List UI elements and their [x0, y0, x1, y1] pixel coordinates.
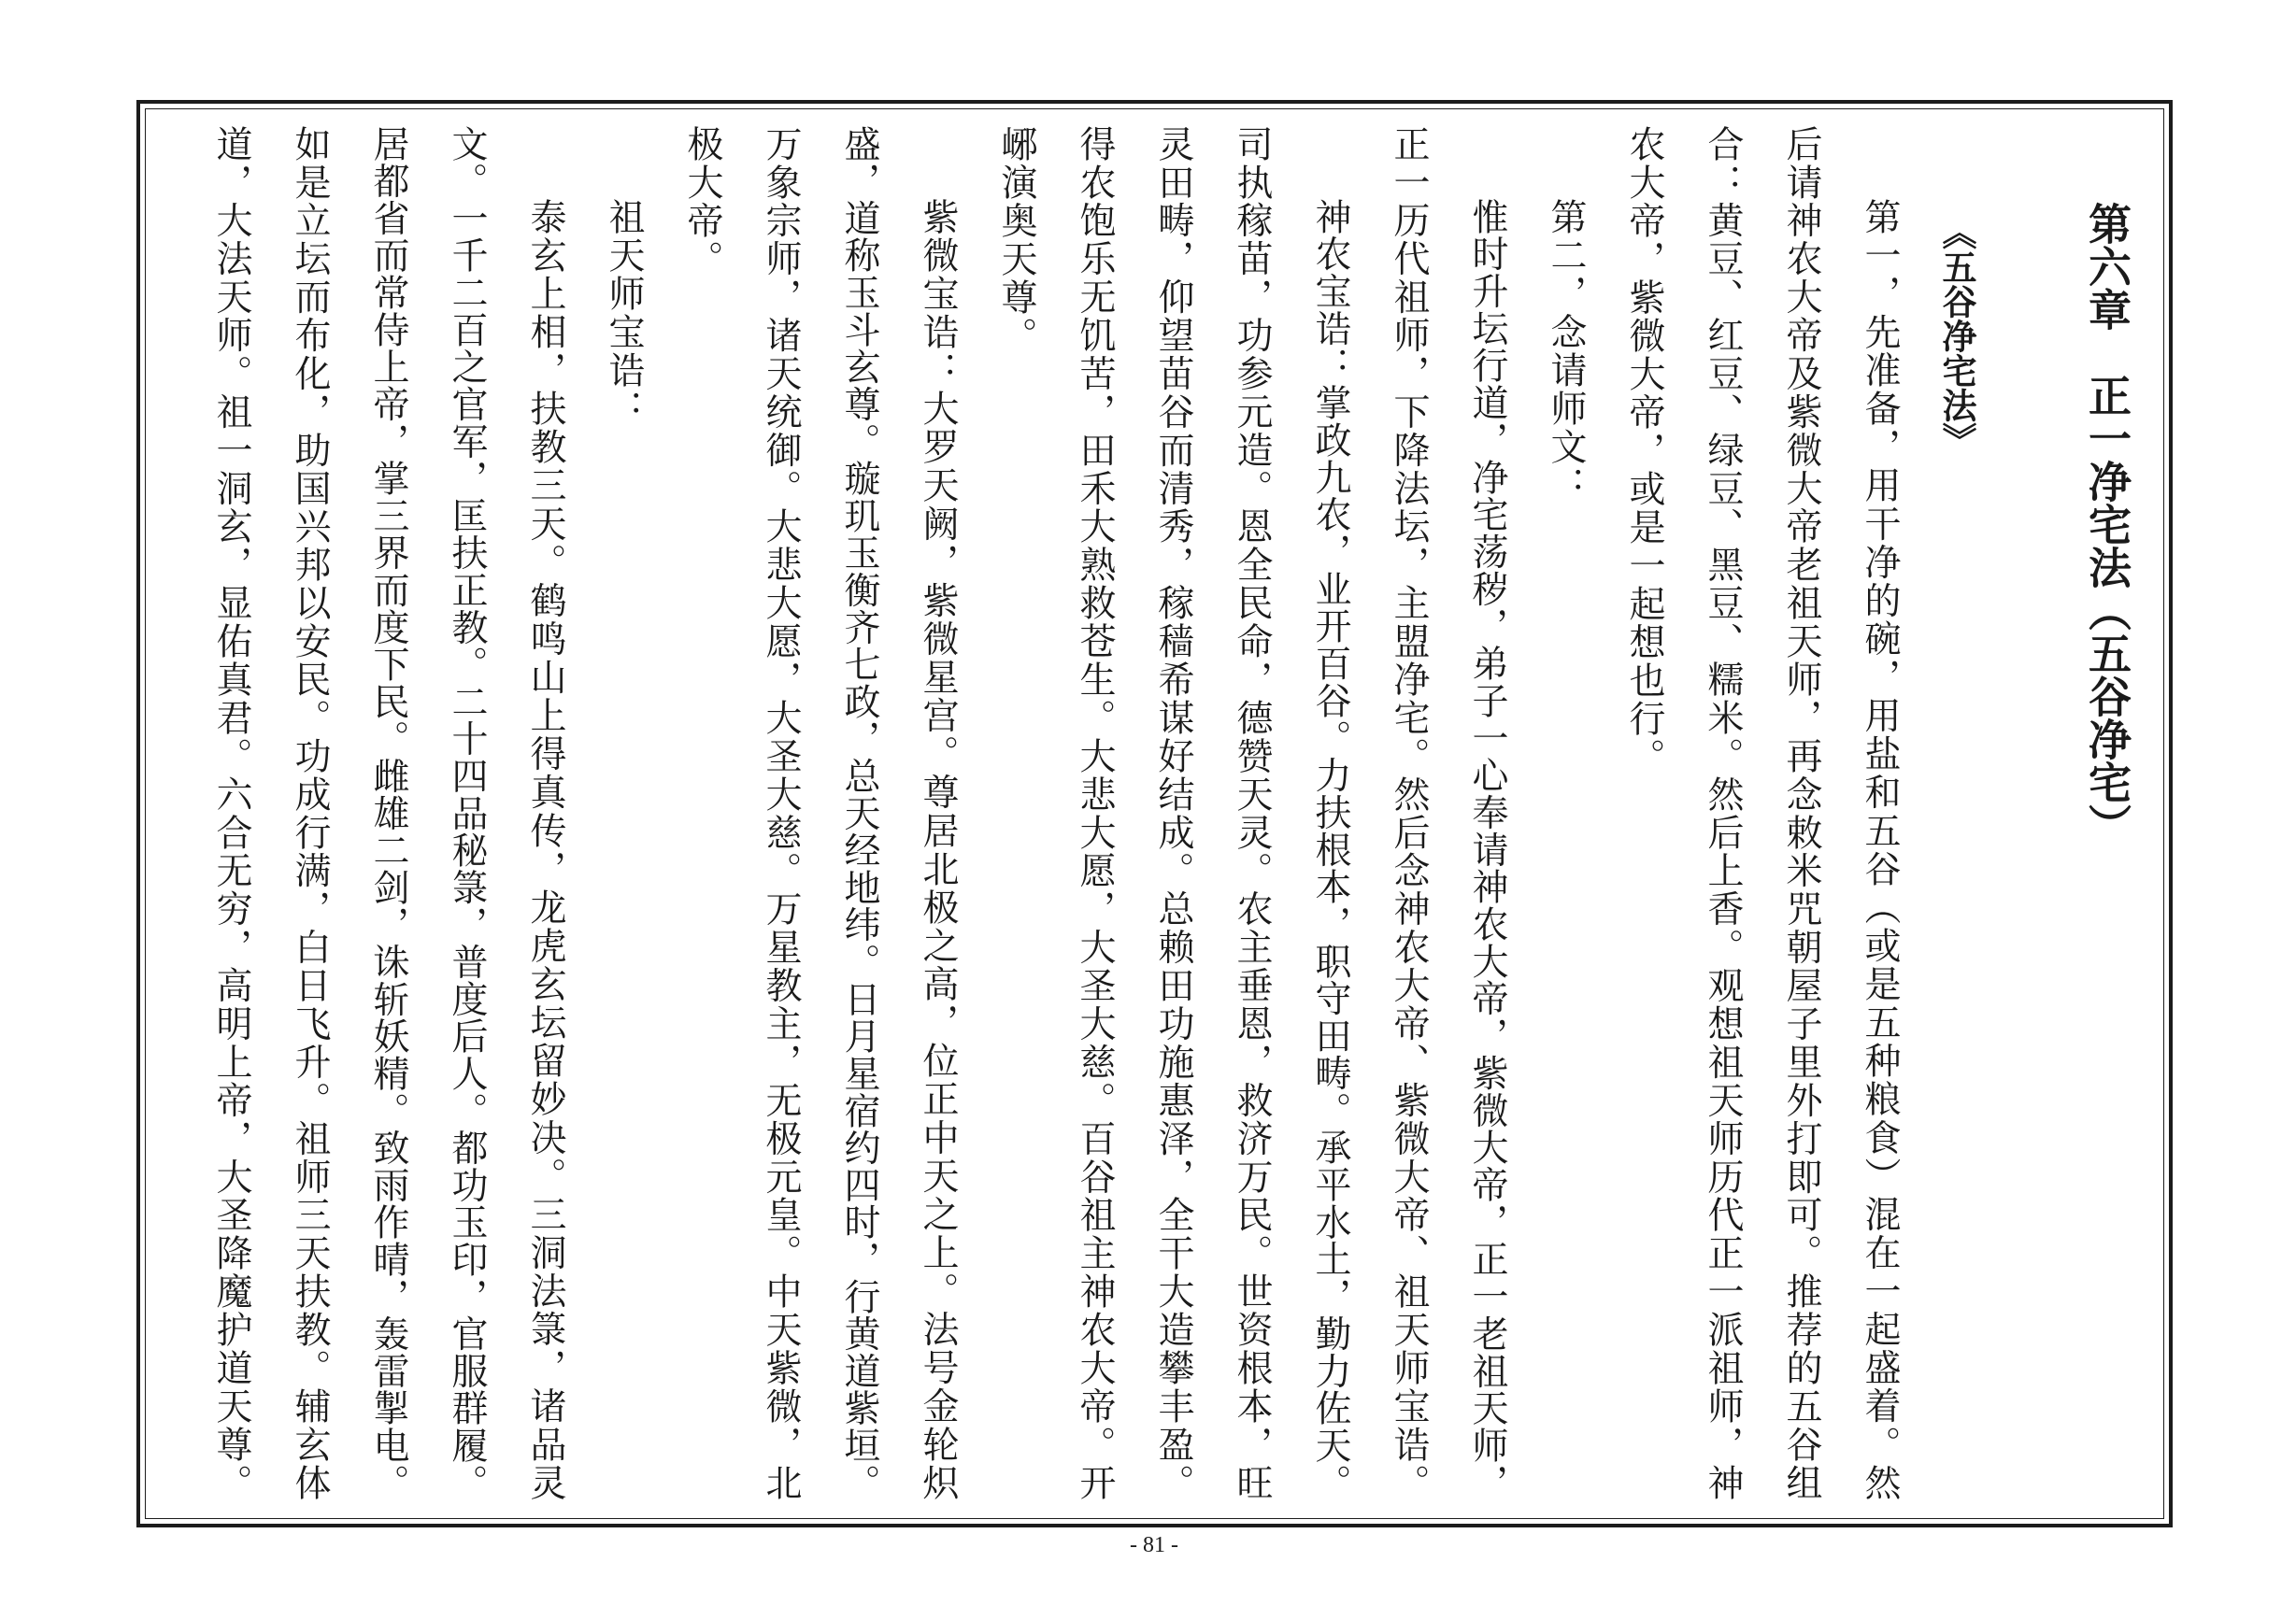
text-column: 神农宝诰：掌政九农，业开百谷。力扶根本，职守田畴。承平水土，勤力佐天。: [1309, 198, 1351, 1500]
text-column: 极大帝。: [681, 125, 723, 278]
page-number: - 81 -: [1130, 1533, 1178, 1557]
chapter-title: 第六章 正一净宅法（五谷净宅）: [2082, 202, 2132, 846]
text-column: 如是立坛而布化，助国兴邦以安民。功成行满，白日飞升。祖师三天扶教。辅玄体: [289, 125, 331, 1500]
text-column: 农大帝，紫微大帝，或是一起想也行。: [1623, 125, 1665, 776]
text-column: 第一，先准备，用干净的碗，用盐和五谷（或是五种粮食）混在一起盛着。然: [1859, 198, 1901, 1500]
text-column: 惟时升坛行道，净宅荡秽，弟子一心奉请神农大帝，紫微大帝，正一老祖天师，: [1466, 198, 1508, 1500]
text-column: 正一历代祖师，下降法坛，主盟净宅。然后念神农大帝、紫微大帝、祖天师宝诰。: [1388, 125, 1430, 1500]
text-column: 后请神农大帝及紫微大帝老祖天师，再念敕米咒朝屋子里外打即可。推荐的五谷组: [1780, 125, 1822, 1500]
text-column: 峫演奥天尊。: [995, 125, 1037, 355]
text-column: 司执稼苗，功参元造。恩全民命，德赞天灵。农主垂恩，救济万民。世资根本，旺: [1231, 125, 1273, 1500]
text-column: 泰玄上相，扶教三天。鹤鸣山上得真传，龙虎玄坛留妙决。三洞法箓，诸品灵: [524, 198, 566, 1500]
text-column: 盛，道称玉斗玄尊。璇玑玉衡齐七政，总天经地纬。日月星宿约四时，行黄道紫垣。: [838, 125, 880, 1500]
text-column: 得农饱乐无饥苦，田禾大熟救苍生。大悲大愿，大圣大慈。百谷祖主神农大帝。开: [1074, 125, 1116, 1500]
text-column: 紫微宝诰：大罗天阙，紫微星宫。尊居北极之高，位正中天之上。法号金轮炽: [917, 198, 959, 1500]
text-column: 道，大法天师。祖一洞玄，显佑真君。六合无穷，高明上帝，大圣降魔护道天尊。: [210, 125, 252, 1500]
text-column: 祖天师宝诰：: [603, 198, 645, 428]
text-column: 第二，念请师文：: [1545, 198, 1587, 504]
section-title: 《五谷净宅法》: [1936, 215, 1976, 457]
text-column: 合：黄豆、红豆、绿豆、黑豆、糯米。然后上香。观想祖天师历代正一派祖师，神: [1702, 125, 1744, 1500]
text-column: 灵田畴，仰望苗谷而清秀，稼穑希谋好结成。总赖田功施惠泽，全干大造攀丰盈。: [1152, 125, 1194, 1500]
text-column: 万象宗师，诸天统御。大悲大愿，大圣大慈。万星教主，无极元皇。中天紫微，北: [760, 125, 802, 1500]
body-text: [192, 125, 1918, 1500]
text-column: 文。一千二百之官军，匡扶正教。二十四品秘箓，普度后人。都功玉印，官服群履。: [446, 125, 488, 1500]
text-column: 居都省而常侍上帝，掌三界而度下民。雌雄二剑，诛斩妖精。致雨作晴，轰雷掣电。: [367, 125, 409, 1500]
